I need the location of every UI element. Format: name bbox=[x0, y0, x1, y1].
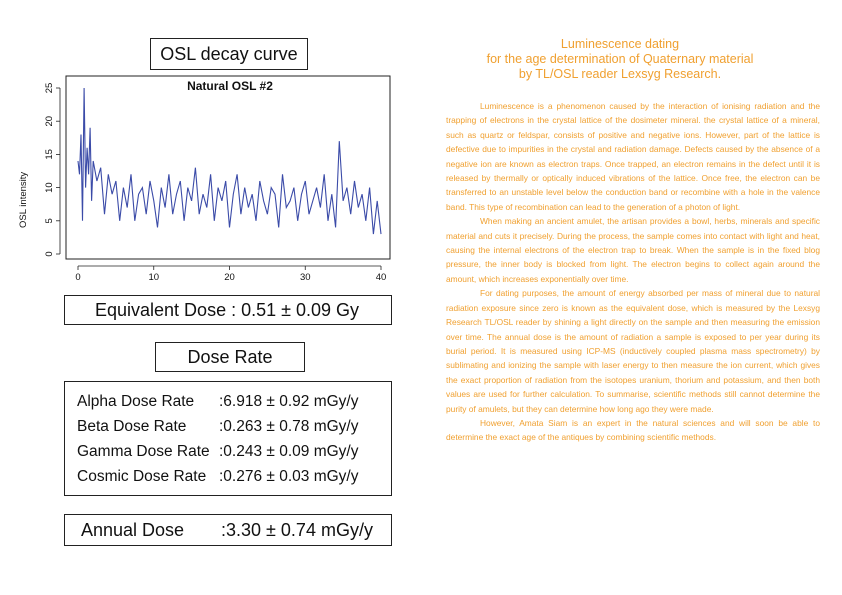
beta-dose-label: Beta Dose Rate bbox=[77, 418, 187, 435]
gamma-dose-value: :0.243 ± 0.09 mGy/y bbox=[219, 443, 359, 460]
alpha-dose-label: Alpha Dose Rate bbox=[77, 393, 195, 410]
beta-dose-row bbox=[77, 414, 391, 439]
annual-dose-value: :3.30 ± 0.74 mGy/y bbox=[221, 520, 373, 540]
heading-line-2: for the age determination of Quaternary material bbox=[486, 52, 754, 66]
chart-title-box-label: OSL decay curve bbox=[160, 44, 298, 64]
equivalent-dose-value: 0.51 ± 0.09 Gy bbox=[241, 300, 360, 320]
article-body bbox=[446, 99, 820, 445]
osl-series-line bbox=[78, 88, 381, 234]
x-tick-label: 30 bbox=[299, 272, 311, 283]
x-tick-label: 0 bbox=[75, 272, 81, 283]
x-tick-label: 40 bbox=[375, 272, 387, 283]
heading-line-3: by TL/OSL reader Lexsyg Research. bbox=[518, 67, 722, 81]
cosmic-dose-value: :0.276 ± 0.03 mGy/y bbox=[219, 468, 359, 485]
heading-line-1: Luminescence dating bbox=[560, 37, 680, 51]
y-tick-label: 5 bbox=[44, 218, 55, 224]
alpha-dose-row bbox=[77, 389, 391, 414]
x-tick-label: 10 bbox=[148, 272, 160, 283]
article-heading bbox=[420, 37, 820, 82]
y-tick-label: 20 bbox=[44, 115, 55, 127]
x-tick-label: 20 bbox=[224, 272, 235, 283]
annual-dose-label: Annual Dose bbox=[81, 520, 185, 540]
y-tick-label: 10 bbox=[44, 182, 55, 193]
y-tick-label: 25 bbox=[44, 82, 55, 94]
chart-title: Natural OSL #2 bbox=[187, 79, 273, 93]
equivalent-dose-box bbox=[64, 295, 392, 325]
y-tick-label: 0 bbox=[44, 251, 55, 257]
paragraph-4: However, Amata Siam is an expert in the natural sciences and will soon be able to determine the exact age of the antiques by combining scientific methods. bbox=[446, 417, 820, 443]
equivalent-dose-label: Equivalent Dose : bbox=[95, 300, 242, 320]
paragraph-2: When making an ancient amulet, the artisan provides a bowl, herbs, minerals and specific material and cuts it precisely. During the process, the sample comes into contact with light and heat, causing the internal electrons of the electron trap to break. When the sample is in the fixed blog pressure, the inner body is blocked from light. The electron begins to collect again around the amount, which increases exponentially over time. bbox=[446, 216, 820, 284]
cosmic-dose-row bbox=[77, 464, 391, 489]
dose-rate-title: Dose Rate bbox=[187, 347, 273, 367]
gamma-dose-label: Gamma Dose Rate bbox=[77, 443, 210, 460]
paragraph-1: Luminescence is a phenomenon caused by the interaction of ionising radiation and the trapping of electrons in the crystal lattice of the dosimeter mineral. the crystal lattice of a mineral, such as quartz or feldspar, consists of positive and negative ions. However, part of the lattice is defective due to impurities in the crystal and radiation damage. Defects caused by the absence of a negative ion are known as electron traps. Once trapped, an electron remains in the defect until it is released by thermally or optically induced vibrations of the lattice. Once free, the electron can be transferred to an unstable level below the conduction band or recombine with a hole in the valence band. This type of recombination can lead to the generation of a photon of light. bbox=[446, 101, 820, 212]
beta-dose-value: :0.263 ± 0.78 mGy/y bbox=[219, 418, 359, 435]
paragraph-3: For dating purposes, the amount of energy absorbed per mass of mineral due to natural radiation exposure since zero is known as the equivalent dose, which is measured by the Lexsyg Research TL/OSL reader by shining a light directly on the sample and then measuring the emission over time. The annual dose is the amount of radiation a sample is exposed to per year during its burial period. It is measured using ICP-MS (inductively coupled plasma mass spectrometry) by sublimating and ionizing the sample with laser energy to then measure the ion current, which gives the exact proportion of radiation from the isotopes uranium, thorium and potassium, and then both values are used for further calculation. To summarise, scientific methods still cannot determine the purity of amulets, but they can determine how long ago they were made. bbox=[446, 288, 820, 414]
y-tick-label: 15 bbox=[44, 149, 55, 160]
alpha-dose-value: :6.918 ± 0.92 mGy/y bbox=[219, 393, 359, 410]
y-axis-label: OSL intensity bbox=[18, 171, 29, 228]
dose-rates-table bbox=[64, 381, 392, 496]
gamma-dose-row bbox=[77, 439, 391, 464]
chart-title-box bbox=[150, 38, 308, 70]
dose-rate-title-box bbox=[155, 342, 305, 372]
cosmic-dose-label: Cosmic Dose Rate bbox=[77, 468, 207, 485]
chart-axes bbox=[44, 83, 386, 283]
osl-decay-chart bbox=[0, 70, 400, 292]
annual-dose-box bbox=[64, 514, 392, 546]
